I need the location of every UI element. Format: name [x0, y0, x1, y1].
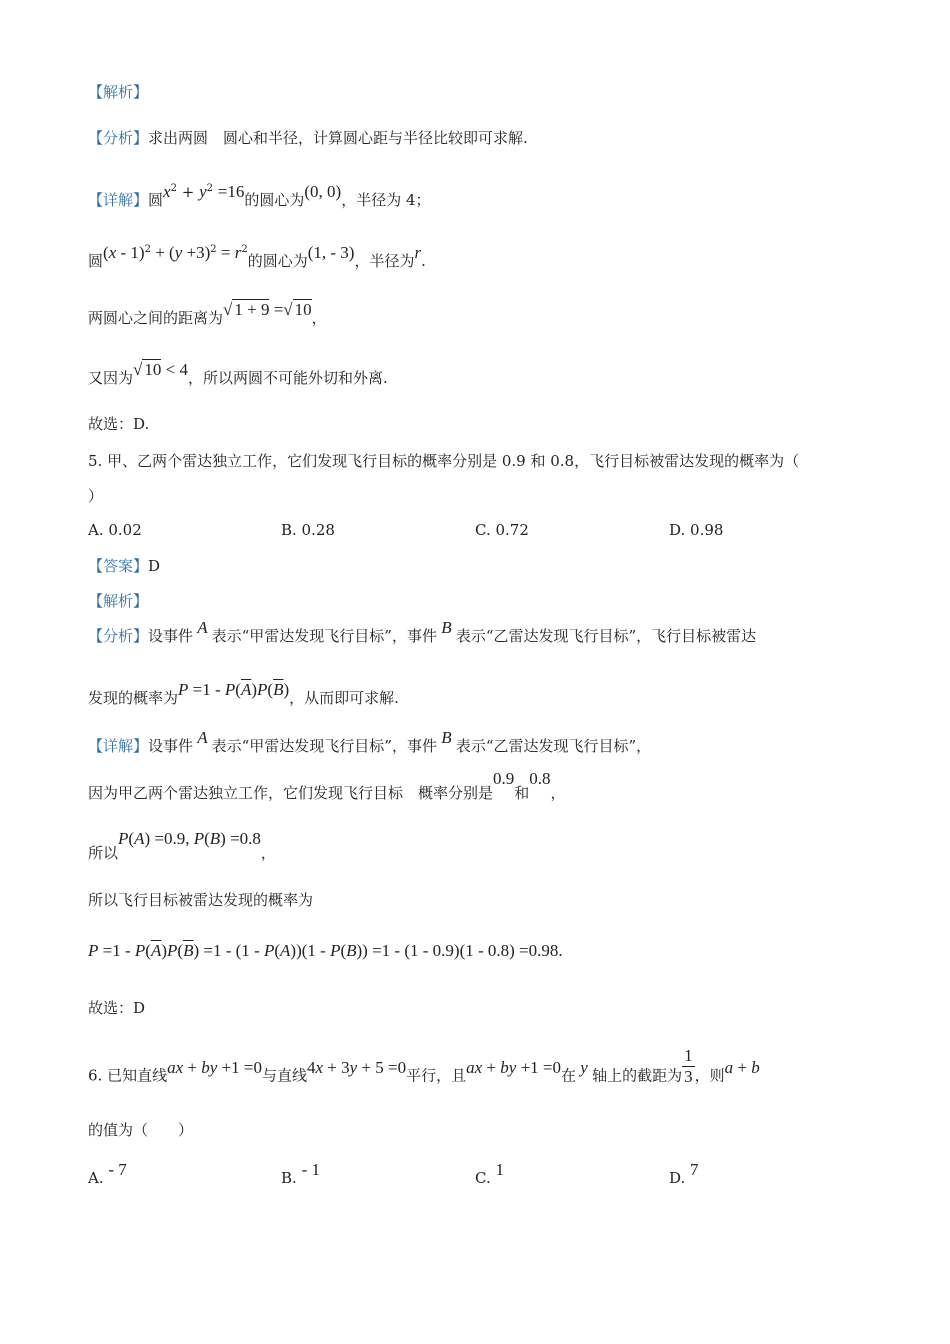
q6-option-d: [669, 1160, 699, 1188]
text: 圆: [88, 252, 104, 270]
text: 轴上的截距为: [592, 1066, 683, 1085]
text: 设事件: [148, 737, 194, 755]
distance-formula: √ 1 + 9 =√ 10: [223, 300, 312, 319]
text: 表示“乙雷达发现飞行目标”，: [455, 737, 652, 755]
fenxi-tag: 【分析】: [88, 627, 149, 645]
fenxi-tag: 【分析】: [88, 129, 149, 147]
q4-detail-line-1: [88, 182, 431, 210]
text: ，半径为: [354, 252, 415, 270]
q5-fenxi-line-2: [88, 680, 399, 708]
text: ，从而即可求解.: [289, 689, 399, 707]
q6-option-b: [281, 1160, 320, 1188]
text: 6. 已知直线: [88, 1066, 168, 1085]
compare-formula: √ 10 < 4: [133, 360, 188, 379]
text: - 1: [301, 1160, 320, 1179]
q5-option-b: B. 0.28: [281, 521, 335, 539]
q6-stem-line-2: 的值为（ ）: [88, 1121, 194, 1139]
text: 所以: [88, 844, 119, 862]
q4-choose: 故选：D.: [88, 415, 150, 433]
q5-choose: 故选：D: [88, 999, 146, 1017]
text: ，: [260, 844, 276, 862]
q5-detail-line-2: 因为甲乙两个雷达独立工作，它们发现飞行目标 概率分别是0.9和0.8，: [88, 769, 566, 802]
text: 因为甲乙两个雷达独立工作，它们发现飞行目标 概率分别是: [88, 784, 494, 802]
q5-stem-line-1: 5. 甲、乙两个雷达独立工作，它们发现飞行目标的概率分别是 0.9 和 0.8，飞行目标被雷达发现的概率为（: [88, 452, 800, 470]
q5-final-formula: $P =1 - P(\overline{A})P(\overline{B}) =1 - (1 - P(A))(1 - P(B)) =1 - (1 - 0.9)(1 - 0.8) =0.98$.: [88, 941, 563, 960]
center-2: (1, - 3): [307, 243, 355, 262]
text: ，: [550, 784, 566, 802]
text: 的圆心为: [247, 252, 308, 270]
probability-formula: $P =1 - P(\overline{A})P(\overline{B})$: [178, 680, 290, 699]
q4-detail-line-4: [88, 360, 388, 388]
text: 表示“甲雷达发现飞行目标”，事件: [211, 627, 437, 645]
radius-r: r: [414, 243, 422, 262]
q5-detail-line-4: 所以飞行目标被雷达发现的概率为: [88, 891, 314, 909]
q5-option-a: A. 0.02: [88, 521, 142, 539]
q6-option-c: [475, 1160, 504, 1188]
line-2: 4x + 3y + 5 =0: [306, 1057, 407, 1077]
q4-fenxi-text: 求出两圆 圆心和半径，计算圆心距与半径比较即可求解.: [148, 129, 528, 147]
text: 1: [495, 1160, 504, 1179]
text: - 7: [108, 1160, 127, 1179]
q5-detail-line-1: 【详解】设事件 A 表示“甲雷达发现飞行目标”，事件 B 表示“乙雷达发现飞行目标”，: [88, 728, 652, 755]
text: 在: [561, 1066, 577, 1085]
q6-stem-line-1: 6. 已知直线ax + by +1 =0与直线4x + 3y + 5 =0平行，且ax + by +1 =0在 y 轴上的截距为 $\frac{1}{3}$ ，则a + b: [88, 1046, 760, 1086]
q5-answer-line: [88, 556, 160, 576]
sum-a-b: a + b: [724, 1057, 760, 1077]
text: .: [421, 252, 426, 270]
line-1-repeat: ax + by +1 =0: [466, 1057, 561, 1077]
fraction-one-third: $\frac{1}{3}$: [684, 1046, 693, 1086]
q4-detail-line-3: [88, 300, 327, 328]
text: ，: [311, 309, 327, 327]
formula-circle-1: $x^2 + y^2 =16$: [163, 182, 245, 201]
text: 圆: [148, 191, 164, 209]
text: ，所以两圆不可能外切和外离.: [187, 369, 388, 387]
text: 表示“甲雷达发现飞行目标”，事件: [211, 737, 437, 755]
text: A.: [88, 1169, 104, 1187]
line-1: ax + by +1 =0: [167, 1057, 262, 1077]
text: 和: [514, 784, 530, 802]
q5-option-c: C. 0.72: [475, 521, 529, 539]
text: 表示“乙雷达发现飞行目标”，飞行目标被雷达: [455, 627, 757, 645]
q4-detail-line-2: [88, 243, 426, 271]
text: C.: [475, 1169, 491, 1187]
text: 与直线: [261, 1066, 307, 1085]
text: 平行，且: [406, 1066, 467, 1085]
analysis-tag: 【解析】: [88, 592, 149, 610]
text: B.: [281, 1169, 297, 1187]
text: 两圆心之间的距离为: [88, 309, 224, 327]
formula-circle-2: $(x - 1)^2 + (y +3)^2 = r^2$: [103, 243, 248, 262]
answer-tag: 【答案】: [88, 557, 149, 575]
q5-option-d: D. 0.98: [669, 521, 724, 539]
text: 发现的概率为: [88, 689, 179, 707]
q5-stem-line-2: ）: [88, 487, 104, 505]
q4-fenxi-line: [88, 128, 528, 148]
text: 的圆心为: [244, 191, 305, 209]
given-probabilities: P(A) =0.9, P(B) =0.8: [118, 829, 261, 848]
center-1: (0, 0): [304, 182, 342, 201]
detail-tag: 【详解】: [88, 191, 149, 209]
text: 设事件: [148, 627, 194, 645]
q5-answer: D: [148, 557, 161, 575]
analysis-tag: 【解析】: [88, 83, 149, 101]
text: ，则: [694, 1066, 725, 1085]
text: ，半径为 4；: [341, 191, 431, 209]
q5-detail-line-3: [88, 829, 276, 863]
text: 7: [690, 1160, 699, 1179]
text: 又因为: [88, 369, 134, 387]
text: D.: [669, 1169, 686, 1187]
q6-option-a: [88, 1160, 127, 1188]
q5-fenxi-line-1: 【分析】设事件 A 表示“甲雷达发现飞行目标”，事件 B 表示“乙雷达发现飞行目标”，飞行目标被雷达: [88, 618, 757, 645]
detail-tag: 【详解】: [88, 737, 149, 755]
